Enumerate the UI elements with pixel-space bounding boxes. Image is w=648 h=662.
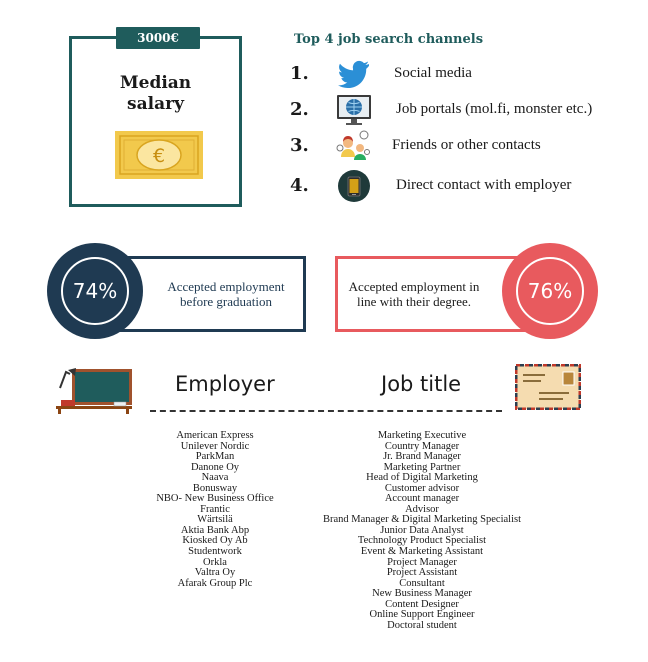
stat-description (159, 279, 293, 309)
employer-list-item: Afarak Group Plc (177, 577, 253, 589)
salary-amount-badge: 3000€ (116, 27, 200, 49)
employer-list-item: American Express (176, 430, 254, 441)
employer-list-item: Frantic (200, 503, 230, 515)
euro-banknote-icon (115, 131, 203, 179)
channel-label: Social media (394, 65, 472, 81)
dashed-divider (150, 410, 502, 412)
monitor-globe-icon (336, 94, 372, 126)
employer-list-item: Aktia Bank Abp (180, 524, 250, 536)
job-title-list-item: Marketing Partner (383, 461, 461, 473)
job-title-list-item: Brand Manager & Digital Marketing Specialist (323, 514, 521, 526)
job-title-list-item: Advisor (405, 503, 439, 515)
salary-title-line2: salary (127, 94, 184, 114)
stat-circle-76 (502, 243, 598, 339)
banknote-symbol: € (152, 145, 166, 167)
employer-list-item: Orkla (203, 556, 227, 568)
stat-text-line2: line with their degree. (356, 294, 472, 309)
job-title-list-item: Doctoral student (387, 619, 457, 631)
channel-number: 3. (290, 135, 309, 156)
people-contacts-icon (336, 130, 372, 162)
stat-description (344, 279, 484, 309)
envelope-icon (515, 364, 581, 410)
salary-title (72, 73, 239, 115)
desk-board-icon (56, 366, 134, 414)
job-title-list (301, 431, 543, 631)
job-title-list-item: Customer advisor (384, 482, 460, 494)
job-title-list-item: Junior Data Analyst (380, 524, 464, 536)
job-title-list-item: Project Assistant (386, 567, 458, 579)
job-title-list-item: Head of Digital Marketing (366, 472, 478, 484)
employer-list-item: Bonusway (192, 482, 238, 494)
channel-number: 2. (290, 99, 309, 120)
employer-list-item: NBO- New Business Office (156, 493, 274, 505)
stat-circle-74 (47, 243, 143, 339)
median-salary-card (69, 31, 242, 207)
salary-title-line1: Median (119, 73, 192, 93)
employer-list-item: Danone Oy (190, 461, 240, 473)
employer-list-item: Naava (201, 472, 229, 484)
job-title-list-item: Content Designer (385, 598, 459, 610)
employer-list-item: Wärtsilä (197, 514, 233, 526)
employer-list-item: Unilever Nordic (180, 440, 250, 452)
job-title-list-item: Online Support Engineer (369, 609, 475, 621)
employer-list-item: Studentwork (188, 546, 242, 558)
job-title-list-item: Event & Marketing Assistant (360, 546, 484, 558)
channel-label: Direct contact with employer (396, 177, 572, 193)
employer-list (115, 431, 315, 589)
employer-list-item: ParkMan (195, 451, 235, 463)
phone-icon (336, 170, 372, 202)
job-title-list-item: Marketing Executive (377, 430, 467, 441)
channels-title: Top 4 job search channels (294, 32, 484, 47)
employer-column-header: Employer (175, 372, 275, 396)
job-title-list-item: New Business Manager (372, 588, 472, 600)
job-title-list-item: Jr. Brand Manager (383, 451, 461, 463)
channel-label: Friends or other contacts (392, 137, 541, 153)
stat-value: 74% (61, 257, 129, 325)
channel-label: Job portals (mol.fi, monster etc.) (396, 101, 593, 117)
job-title-list-item: Technology Product Specialist (357, 535, 487, 547)
stat-text-line2: before graduation (179, 294, 273, 309)
stat-text-line1: Accepted employment (167, 279, 285, 294)
stat-value: 76% (516, 257, 584, 325)
channel-number: 1. (290, 63, 309, 84)
job-title-list-item: Country Manager (384, 440, 460, 452)
stat-text-line1: Accepted employment in (348, 279, 480, 294)
channel-number: 4. (290, 175, 309, 196)
job-title-list-item: Project Manager (387, 556, 457, 568)
employer-list-item: Valtra Oy (194, 567, 236, 579)
employer-list-item: Kiosked Oy Ab (182, 535, 248, 547)
job-title-column-header: Job title (381, 372, 462, 396)
twitter-bird-icon (336, 58, 372, 90)
job-title-list-item: Account manager (384, 493, 460, 505)
job-title-list-item: Consultant (399, 577, 445, 589)
